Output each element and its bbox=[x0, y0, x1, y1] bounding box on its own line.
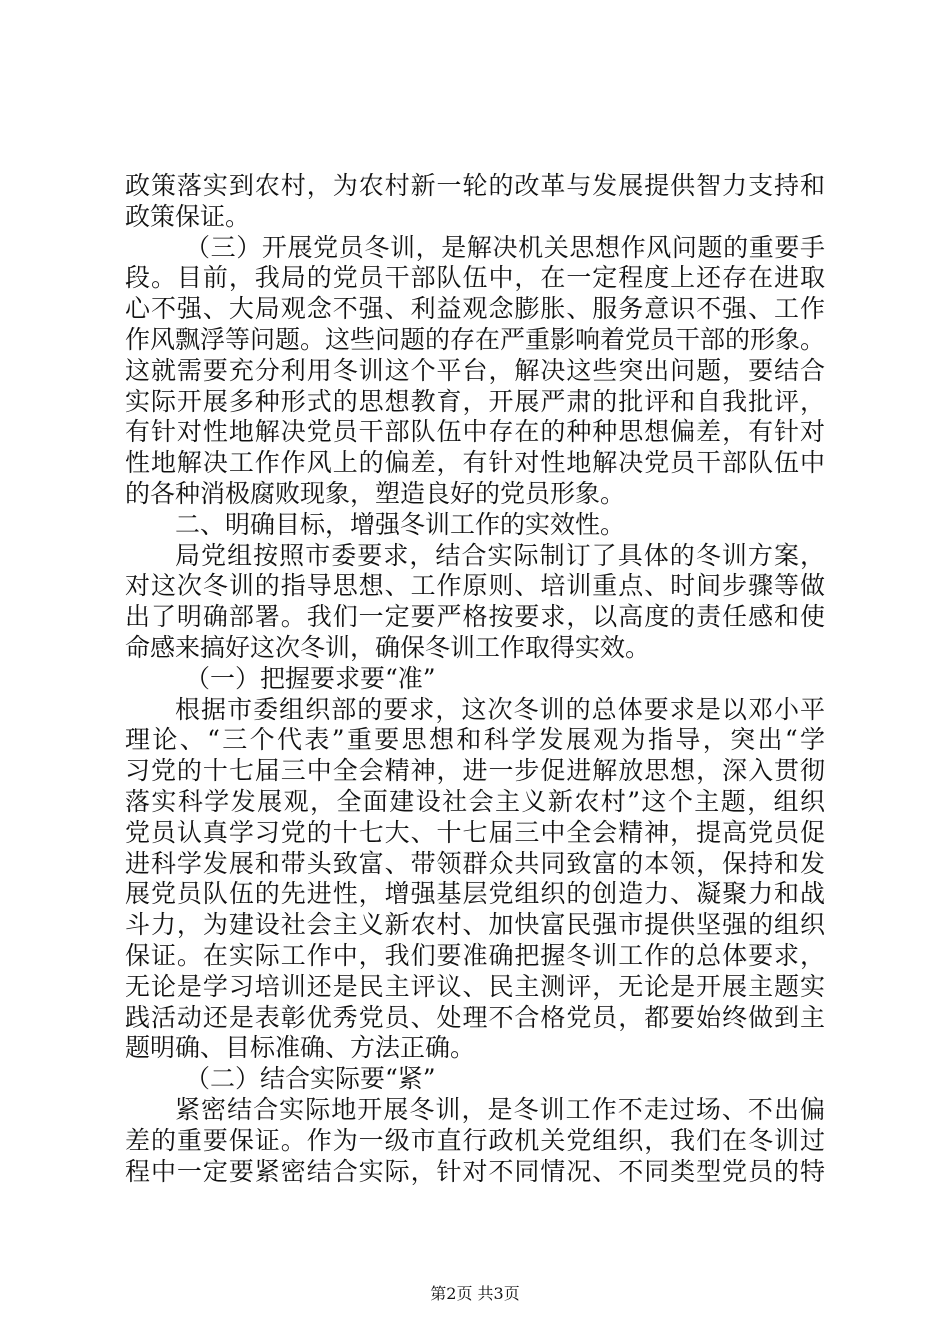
text-line: 这就需要充分利用冬训这个平台，解决这些突出问题，要结合 bbox=[125, 355, 825, 385]
text-line: 根据市委组织部的要求，这次冬训的总体要求是以邓小平 bbox=[175, 694, 825, 724]
text-line: 斗力，为建设社会主义新农村、加快富民强市提供坚强的组织 bbox=[125, 910, 825, 940]
text-line: 段。目前，我局的党员干部队伍中，在一定程度上还存在进取 bbox=[125, 263, 825, 293]
text-line: 进科学发展和带头致富、带领群众共同致富的本领，保持和发 bbox=[125, 848, 825, 878]
text-line: 落实科学发展观，全面建设社会主义新农村”这个主题，组织 bbox=[125, 786, 825, 816]
text-line: 党员认真学习党的十七大、十七届三中全会精神，提高党员促 bbox=[125, 817, 825, 847]
text-line: 题明确、目标准确、方法正确。 bbox=[125, 1033, 476, 1063]
text-line: 差的重要保证。作为一级市直行政机关党组织，我们在冬训过 bbox=[125, 1125, 825, 1155]
text-line: 的各种消极腐败现象，塑造良好的党员形象。 bbox=[125, 478, 626, 508]
text-line: 实际开展多种形式的思想教育，开展严肃的批评和自我批评， bbox=[125, 386, 825, 416]
page-number: 第2页 共3页 bbox=[430, 1284, 520, 1303]
text-line: 局党组按照市委要求，结合实际制订了具体的冬训方案， bbox=[175, 540, 825, 570]
subsection-heading: （二）结合实际要“紧” bbox=[185, 1064, 436, 1094]
subsection-heading: （一）把握要求要“准” bbox=[185, 663, 436, 693]
document-body bbox=[125, 171, 825, 1187]
text-line: 政策落实到农村，为农村新一轮的改革与发展提供智力支持和 bbox=[125, 171, 825, 200]
section-heading: 二、明确目标，增强冬训工作的实效性。 bbox=[175, 509, 626, 539]
text-line: 性地解决工作作风上的偏差，有针对性地解决党员干部队伍中 bbox=[125, 448, 825, 478]
text-line: 政策保证。 bbox=[125, 201, 251, 231]
text-line: 作风飘浮等问题。这些问题的存在严重影响着党员干部的形象。 bbox=[125, 324, 826, 354]
section-heading: （三）开展党员冬训，是解决机关思想作风问题的重要手 bbox=[185, 232, 825, 262]
text-line: 展党员队伍的先进性，增强基层党组织的创造力、凝聚力和战 bbox=[125, 879, 825, 909]
text-line: 理论、“三个代表”重要思想和科学发展观为指导，突出“学 bbox=[125, 725, 825, 755]
text-line: 保证。在实际工作中，我们要准确把握冬训工作的总体要求， bbox=[125, 940, 825, 970]
text-line: 有针对性地解决党员干部队伍中存在的种种思想偏差，有针对 bbox=[125, 417, 825, 447]
text-line: 践活动还是表彰优秀党员、处理不合格党员，都要始终做到主 bbox=[125, 1002, 825, 1032]
text-line: 心不强、大局观念不强、利益观念膨胀、服务意识不强、工作 bbox=[125, 294, 825, 324]
text-line: 紧密结合实际地开展冬训，是冬训工作不走过场、不出偏 bbox=[175, 1094, 825, 1124]
page-footer bbox=[0, 1281, 950, 1304]
text-line: 对这次冬训的指导思想、工作原则、培训重点、时间步骤等做 bbox=[125, 571, 825, 601]
text-line: 出了明确部署。我们一定要严格按要求，以高度的责任感和使 bbox=[125, 602, 825, 632]
text-line: 命感来搞好这次冬训，确保冬训工作取得实效。 bbox=[125, 632, 651, 662]
text-line: 习党的十七届三中全会精神，进一步促进解放思想，深入贯彻 bbox=[125, 756, 825, 786]
text-line: 无论是学习培训还是民主评议、民主测评，无论是开展主题实 bbox=[125, 971, 825, 1001]
text-line: 程中一定要紧密结合实际，针对不同情况、不同类型党员的特 bbox=[125, 1156, 825, 1186]
